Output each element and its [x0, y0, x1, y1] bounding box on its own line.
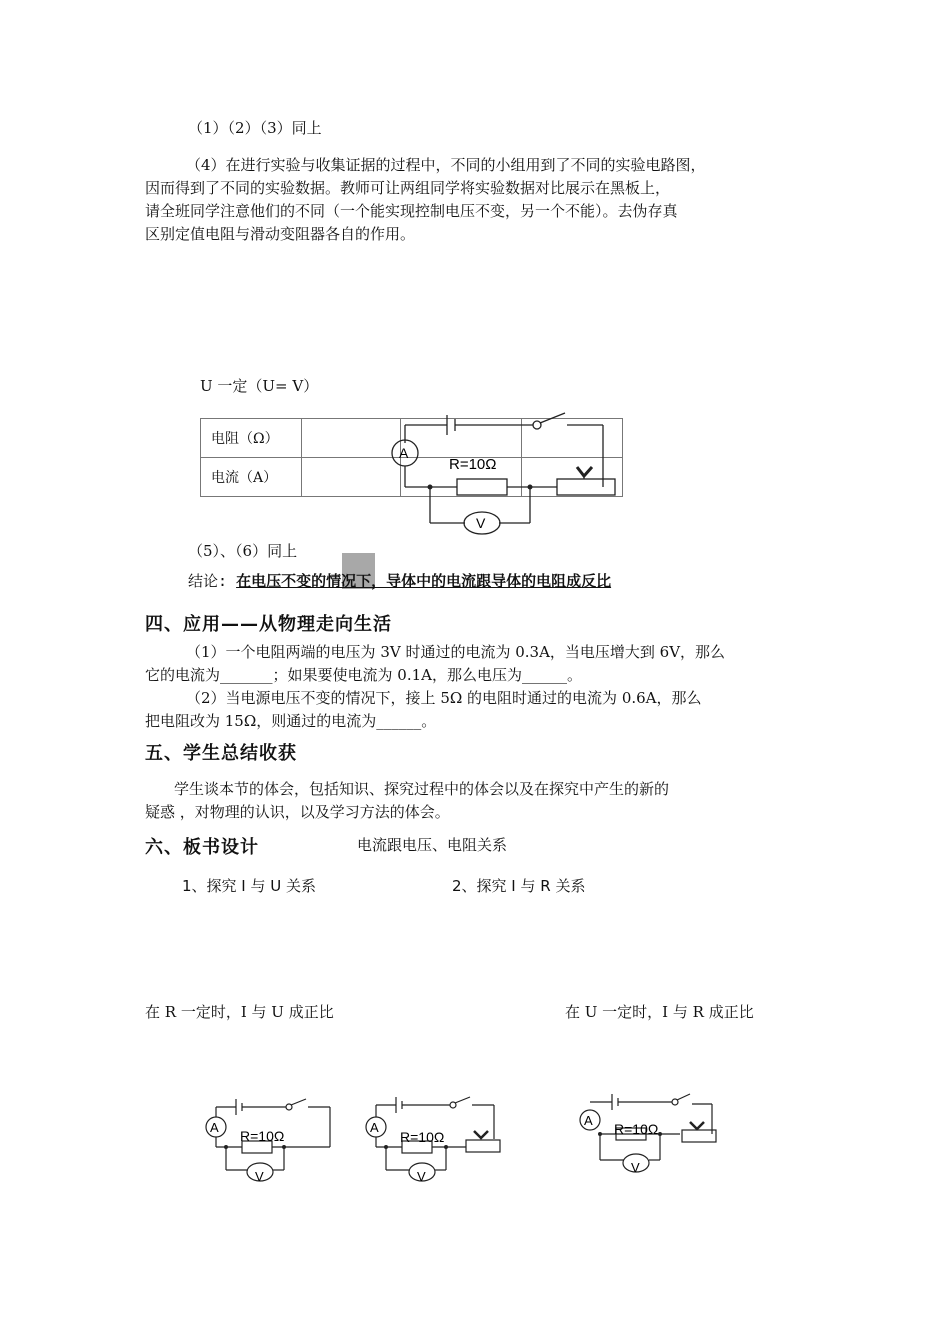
table-cell-current: 电流（A）	[201, 458, 302, 497]
board-result-1: 在 R 一定时，I 与 U 成正比	[145, 1003, 334, 1021]
board-item-1: 1、探究 I 与 U 关系	[182, 877, 317, 895]
para-4-line-4: 区别定值电阻与滑动变阻器各自的作用。	[145, 225, 416, 243]
section-4-title: 四、应用——从物理走向生活	[145, 614, 392, 635]
resistor-label: R=10Ω	[240, 1128, 285, 1144]
resistor-label: R=10Ω	[449, 456, 497, 473]
u-constant-label: U 一定（U= V）	[200, 377, 319, 395]
circuit-diagram-main	[385, 405, 625, 540]
sec4-line-4: 把电阻改为 15Ω，则通过的电流为______。	[145, 712, 437, 730]
para-4-line-2: 因而得到了不同的实验数据。教师可让两组同学将实验数据对比展示在黑板上，	[145, 179, 671, 197]
table-cell-resistance: 电阻（Ω）	[201, 419, 302, 458]
board-item-2: 2、探究 I 与 R 关系	[452, 877, 586, 895]
voltmeter-label: V	[417, 1169, 426, 1184]
board-result-2: 在 U 一定时，I 与 R 成正比	[565, 1003, 754, 1021]
ammeter-label: A	[370, 1120, 379, 1135]
para-5-6-same: （5）、（6）同上	[188, 542, 298, 560]
ammeter-label: A	[210, 1120, 219, 1135]
conclusion-label: 结论:	[188, 572, 228, 590]
voltmeter-label: V	[631, 1160, 640, 1175]
sec5-line-1: 学生谈本节的体会，包括知识、探究过程中的体会以及在探究中产生的新的	[174, 780, 670, 798]
para-same-above: （1）（2）（3）同上	[188, 119, 322, 137]
voltmeter-label: V	[255, 1169, 264, 1184]
section-6-title: 六、板书设计	[145, 837, 259, 858]
sec4-line-2: 它的电流为_______；如果要使电流为 0.1A，那么电压为______。	[145, 666, 582, 684]
ammeter-label: A	[584, 1113, 593, 1128]
sec4-line-3: （2）当电源电压不变的情况下，接上 5Ω 的电阻时通过的电流为 0.6A，那么	[186, 689, 702, 707]
resistor-label: R=10Ω	[400, 1129, 445, 1145]
resistor-label: R=10Ω	[614, 1121, 659, 1137]
circuit-diagram-2	[358, 1093, 508, 1188]
board-subtitle: 电流跟电压、电阻关系	[357, 836, 508, 854]
circuit-diagram-1	[198, 1095, 338, 1190]
section-5-title: 五、学生总结收获	[145, 743, 297, 764]
circuit-diagram-3	[572, 1090, 722, 1180]
conclusion-text: 在电压不变的情况下，导体中的电流跟导体的电阻成反比	[236, 572, 612, 590]
conclusion	[188, 571, 611, 591]
para-4-line-1: （4）在进行实验与收集证据的过程中，不同的小组用到了不同的实验电路图，	[186, 156, 706, 174]
sec4-line-1: （1）一个电阻两端的电压为 3V 时通过的电流为 0.3A，当电压增大到 6V，那么	[186, 643, 726, 661]
para-4-line-3: 请全班同学注意他们的不同（一个能实现控制电压不变，另一个不能）。去伪存真	[145, 202, 678, 220]
ammeter-label: A	[399, 445, 409, 461]
sec5-line-2: 疑惑 ，对物理的认识，以及学习方法的体会。	[145, 803, 450, 821]
voltmeter-label: V	[476, 515, 486, 531]
